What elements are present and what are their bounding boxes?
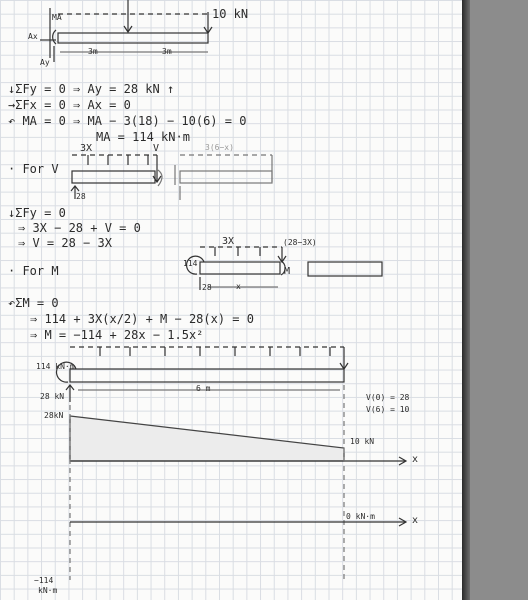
- v-fbd-load-label: 3X: [80, 143, 93, 154]
- big-beam: [70, 369, 344, 382]
- v-fbd-beam: [72, 171, 155, 183]
- shear-end-label: 10 kN: [350, 437, 375, 446]
- shear-eq-2: ⇒ 3X − 28 + V = 0: [18, 221, 141, 235]
- m-fbd-x-label: x: [236, 282, 241, 291]
- eq-sum-m: ↶ MA = 0 ⇒ MA − 3(18) − 10(6) = 0: [8, 114, 247, 128]
- m-fbd-beam: [200, 262, 280, 274]
- big-span-label: 6 m: [196, 384, 211, 393]
- v-fbd-v-label: V: [153, 143, 160, 154]
- m-fbd-empty-box: [308, 262, 382, 276]
- top-load-label: 10 kN: [212, 7, 249, 21]
- m-fbd-reaction-label: 28: [202, 283, 212, 292]
- for-v-label: · For V: [8, 162, 59, 176]
- m-fbd-load-label: 3X: [222, 236, 235, 247]
- moment-end-label: 0 kN·m: [346, 512, 375, 521]
- big-reaction-label: 28 kN: [40, 392, 65, 401]
- shear-axis-label: x: [412, 454, 419, 465]
- shear-eq-3: ⇒ V = 28 − 3X: [18, 236, 112, 250]
- eq-sum-fx: →ΣFx = 0 ⇒ Ax = 0: [8, 98, 131, 112]
- moment-eq-3: ⇒ M = −114 + 28x − 1.5x²: [30, 328, 204, 342]
- eq-ma-result: MA = 114 kN·m: [96, 130, 190, 144]
- moment-axis-label: x: [412, 515, 419, 526]
- page-edge-shadow: [462, 0, 470, 600]
- moment-start-label: −114: [34, 576, 54, 585]
- shear-diagram-area: [70, 416, 344, 461]
- top-moment-arc: [53, 30, 56, 44]
- v-fbd-right-beam: [180, 171, 272, 183]
- for-m-label: · For M: [8, 264, 59, 278]
- big-moment-label: 114 kN·m: [36, 362, 75, 371]
- moment-eq-1: ↶ΣM = 0: [8, 296, 59, 310]
- top-ay-label: Ay: [40, 58, 50, 67]
- moment-eq-2: ⇒ 114 + 3X(x/2) + M − 28(x) = 0: [30, 312, 254, 326]
- v-fbd-faint-label: 3(6−x): [205, 143, 234, 152]
- v0-label: V(0) = 28: [366, 393, 410, 402]
- m-fbd-moment-label: 114: [183, 259, 198, 268]
- v-fbd-reaction-label: 28: [76, 192, 86, 201]
- v6-label: V(6) = 10: [366, 405, 410, 414]
- m-fbd-right-label: (28−3X): [283, 238, 317, 247]
- shear-start-label: 28kN: [44, 411, 64, 420]
- top-ma-label: MA: [52, 13, 62, 22]
- top-beam: [58, 33, 208, 43]
- background-margin: [470, 0, 528, 600]
- eq-sum-fy: ↓ΣFy = 0 ⇒ Ay = 28 kN ↑: [8, 82, 175, 96]
- m-fbd-m-label: M: [284, 266, 291, 277]
- moment-start-unit: kN·m: [38, 586, 58, 595]
- shear-eq-1: ↓ΣFy = 0: [8, 206, 66, 220]
- top-span1-label: 3m: [88, 47, 98, 56]
- top-span2-label: 3m: [162, 47, 172, 56]
- top-ax-label: Ax: [28, 32, 38, 41]
